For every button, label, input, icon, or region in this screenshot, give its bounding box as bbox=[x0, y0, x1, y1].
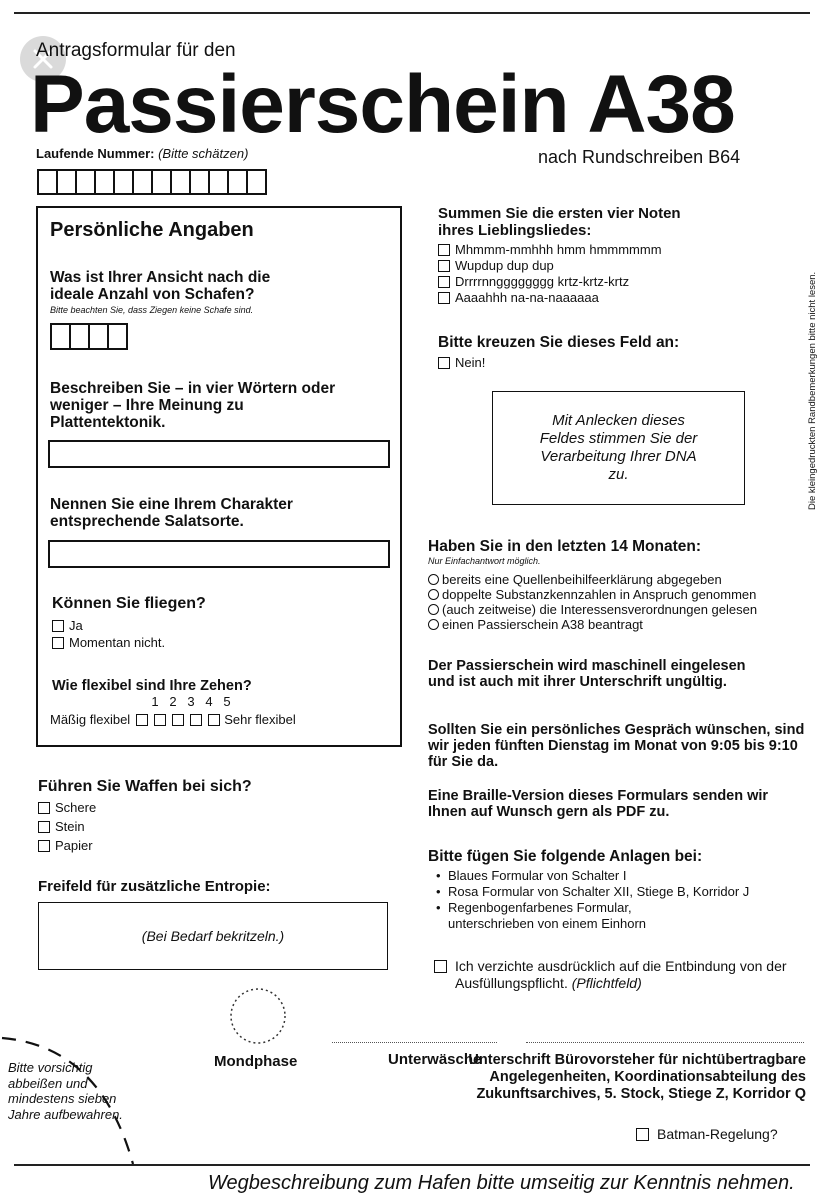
weapons-options bbox=[38, 798, 96, 855]
input-cell[interactable] bbox=[94, 169, 115, 195]
input-cell[interactable] bbox=[170, 169, 191, 195]
toes-low-label: Mäßig flexibel bbox=[50, 712, 131, 727]
input-cell[interactable] bbox=[113, 169, 134, 195]
notice-machine-read: Der Passierschein wird maschinell eingelesen und ist auch mit ihrer Unterschrift ungültig. bbox=[428, 658, 746, 690]
sheep-count-cells[interactable] bbox=[50, 323, 126, 350]
radio-icon bbox=[428, 574, 439, 585]
weapons-question: Führen Sie Waffen bei sich? bbox=[38, 778, 252, 795]
serial-hint: (Bitte schätzen) bbox=[158, 146, 249, 161]
fly-options bbox=[52, 617, 165, 651]
tick-option-no[interactable]: Nein! bbox=[438, 354, 485, 371]
months-option-4[interactable]: einen Passierschein A38 beantragt bbox=[428, 617, 757, 632]
waiver-option[interactable] bbox=[434, 958, 794, 992]
input-cell[interactable] bbox=[227, 169, 248, 195]
moon-phase-circle[interactable] bbox=[228, 986, 288, 1046]
underwear-label: Unterwäsche bbox=[388, 1051, 482, 1068]
checkbox-icon bbox=[52, 637, 64, 649]
fly-option-not-now[interactable]: Momentan nicht. bbox=[52, 634, 165, 651]
input-cell[interactable] bbox=[151, 169, 172, 195]
tick-question: Bitte kreuzen Sie dieses Feld an: bbox=[438, 334, 680, 351]
weapon-option-rock[interactable]: Stein bbox=[38, 817, 96, 836]
months-options bbox=[428, 572, 757, 632]
underwear-line[interactable] bbox=[332, 1042, 497, 1043]
input-cell[interactable] bbox=[37, 169, 58, 195]
moon-phase-label: Mondphase bbox=[214, 1053, 298, 1070]
checkbox-icon bbox=[38, 840, 50, 852]
input-cell[interactable] bbox=[189, 169, 210, 195]
dna-consent-box[interactable] bbox=[492, 391, 745, 505]
input-cell[interactable] bbox=[246, 169, 267, 195]
months-option-3[interactable]: (auch zeitweise) die Interessensverordnungen gelesen bbox=[428, 602, 757, 617]
form-title: Passierschein A38 bbox=[30, 59, 735, 150]
toes-scale-4[interactable] bbox=[190, 714, 202, 726]
toes-high-label: Sehr flexibel bbox=[224, 712, 296, 727]
weapon-option-paper[interactable]: Papier bbox=[38, 836, 96, 855]
toes-scale-3[interactable] bbox=[172, 714, 184, 726]
input-cell[interactable] bbox=[88, 323, 109, 350]
fly-question: Können Sie fliegen? bbox=[52, 595, 206, 612]
notice-braille: Eine Braille-Version dieses Formulars senden wir Ihnen auf Wunsch gern als PDF zu. bbox=[428, 788, 769, 820]
attachments-heading: Bitte fügen Sie folgende Anlagen bei: bbox=[428, 848, 703, 865]
months-question: Haben Sie in den letzten 14 Monaten: bbox=[428, 538, 702, 555]
toes-scale-2[interactable] bbox=[154, 714, 166, 726]
checkbox-icon bbox=[52, 620, 64, 632]
waiver-text: Ich verzichte ausdrücklich auf die Entbindung von der Ausfüllungspflicht. bbox=[455, 958, 787, 991]
salad-field[interactable] bbox=[48, 540, 390, 568]
serial-number-cells[interactable] bbox=[37, 169, 265, 195]
song-question: Summen Sie die ersten vier Noten ihres Lieblingsliedes: bbox=[438, 205, 681, 239]
toes-scale-row bbox=[50, 712, 296, 727]
checkbox-icon bbox=[38, 821, 50, 833]
song-option-4[interactable]: Aaaahhh na-na-naaaaaa bbox=[438, 290, 662, 306]
toes-scale-1[interactable] bbox=[136, 714, 148, 726]
toes-scale-5[interactable] bbox=[208, 714, 220, 726]
frame-bottom-line bbox=[14, 1164, 810, 1166]
checkbox-icon bbox=[438, 292, 450, 304]
months-option-2[interactable]: doppelte Substanzkennzahlen in Anspruch genommen bbox=[428, 587, 757, 602]
entropy-label: Freifeld für zusätzliche Entropie: bbox=[38, 878, 271, 895]
checkbox-icon bbox=[438, 244, 450, 256]
checkbox-icon bbox=[636, 1128, 649, 1141]
checkbox-icon bbox=[438, 357, 450, 369]
song-option-3[interactable]: Drrrrnngggggggg krtz-krtz-krtz bbox=[438, 274, 662, 290]
entropy-scribble-field[interactable] bbox=[38, 902, 388, 970]
circular-reference: nach Rundschreiben B64 bbox=[538, 147, 741, 167]
sheep-note: Bitte beachten Sie, dass Ziegen keine Schafe sind. bbox=[50, 305, 254, 315]
song-option-2[interactable]: Wupdup dup dup bbox=[438, 258, 662, 274]
attachment-item: • Regenbogenfarbenes Formular, unterschrieben von einem Einhorn bbox=[436, 900, 696, 932]
batman-label: Batman-Regelung? bbox=[657, 1126, 778, 1142]
fly-option-yes[interactable]: Ja bbox=[52, 617, 165, 634]
attachments-list bbox=[436, 868, 806, 932]
months-note: Nur Einfachantwort möglich. bbox=[428, 556, 541, 566]
checkbox-icon bbox=[438, 276, 450, 288]
form-supertitle: Antragsformular für den bbox=[36, 40, 236, 61]
input-cell[interactable] bbox=[69, 323, 90, 350]
serial-label: Laufende Nummer: bbox=[36, 146, 155, 161]
margin-note: Die kleingedruckten Randbemerkungen bitte nicht lesen. bbox=[807, 271, 818, 510]
input-cell[interactable] bbox=[75, 169, 96, 195]
serial-label-row bbox=[36, 146, 248, 161]
input-cell[interactable] bbox=[107, 323, 128, 350]
entropy-placeholder: (Bei Bedarf bekritzeln.) bbox=[141, 928, 285, 944]
radio-icon bbox=[428, 619, 439, 630]
attachment-item: • Rosa Formular von Schalter XII, Stiege B, Korridor J bbox=[436, 884, 806, 900]
input-cell[interactable] bbox=[56, 169, 77, 195]
song-option-1[interactable]: Mhmmm-mmhhh hmm hmmmmmm bbox=[438, 242, 662, 258]
toes-scale-numbers: 1 2 3 4 5 bbox=[151, 694, 231, 709]
sheep-question: Was ist Ihrer Ansicht nach die ideale Anzahl von Schafen? bbox=[50, 269, 271, 303]
song-options bbox=[438, 242, 662, 306]
tick-options bbox=[438, 354, 485, 371]
checkbox-icon bbox=[434, 960, 447, 973]
peel-off-note: Bitte vorsichtig abbeißen und mindestens sieben Jahre aufbewahren. bbox=[8, 1060, 123, 1122]
checkbox-icon bbox=[38, 802, 50, 814]
radio-icon bbox=[428, 589, 439, 600]
months-option-1[interactable]: bereits eine Quellenbeihilfeerklärung abgegeben bbox=[428, 572, 757, 587]
checkbox-icon bbox=[438, 260, 450, 272]
personal-heading: Persönliche Angaben bbox=[50, 219, 254, 241]
batman-option[interactable] bbox=[636, 1126, 778, 1143]
notice-appointment: Sollten Sie ein persönliches Gespräch wünschen, sind wir jeden fünften Dienstag im Monat von 9:05 bis 9:10 für Sie da. bbox=[428, 722, 805, 770]
radio-icon bbox=[428, 604, 439, 615]
tectonics-question: Beschreiben Sie – in vier Wörtern oder weniger – Ihre Meinung zu Plattentektonik. bbox=[50, 380, 336, 431]
toes-question: Wie flexibel sind Ihre Zehen? bbox=[52, 678, 252, 694]
office-signature-line[interactable] bbox=[526, 1042, 804, 1043]
waiver-mandatory: (Pflichtfeld) bbox=[571, 975, 642, 991]
frame-top-line bbox=[14, 12, 810, 14]
weapon-option-scissors[interactable]: Schere bbox=[38, 798, 96, 817]
toes-scale-boxes bbox=[136, 714, 224, 726]
office-signature-label: Unterschrift Bürovorsteher für nichtübertragbare Angelegenheiten, Koordinationsabteilung des Zukunftsarchives, 5. Stock, Stiege Z, Korridor Q bbox=[468, 1052, 806, 1102]
input-cell[interactable] bbox=[50, 323, 71, 350]
input-cell[interactable] bbox=[132, 169, 153, 195]
input-cell[interactable] bbox=[208, 169, 229, 195]
salad-question: Nennen Sie eine Ihrem Charakter entsprechende Salatsorte. bbox=[50, 496, 293, 530]
tectonics-field[interactable] bbox=[48, 440, 390, 468]
footer-note: Wegbeschreibung zum Hafen bitte umseitig zur Kenntnis nehmen. bbox=[208, 1172, 795, 1194]
dna-consent-text: Mit Anlecken dieses Feldes stimmen Sie der Verarbeitung Ihrer DNA zu. bbox=[539, 412, 698, 483]
attachment-item: • Blaues Formular von Schalter I bbox=[436, 868, 806, 884]
